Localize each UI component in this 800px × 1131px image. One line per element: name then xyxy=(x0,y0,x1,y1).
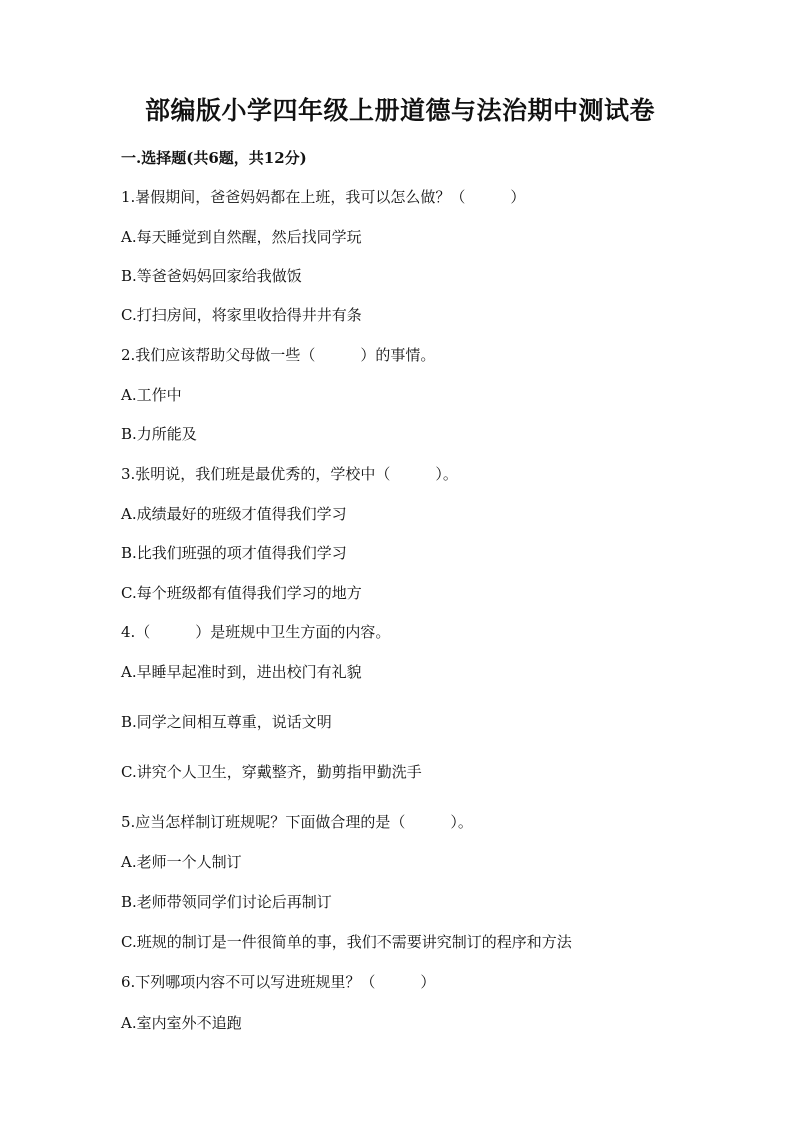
q3-option-a: A.成绩最好的班级才值得我们学习 xyxy=(121,505,347,523)
question-stem-5: 5.应当怎样制订班规呢？下面做合理的是（ ）。 xyxy=(121,813,473,831)
question-stem-6: 6.下列哪项内容不可以写进班规里？（ ） xyxy=(121,973,436,991)
q2-option-a: A.工作中 xyxy=(121,386,182,404)
q1-option-c: C.打扫房间，将家里收拾得井井有条 xyxy=(121,306,362,324)
q3-option-c: C.每个班级都有值得我们学习的地方 xyxy=(121,584,362,602)
q1-option-a: A.每天睡觉到自然醒，然后找同学玩 xyxy=(121,228,362,246)
question-stem-1: 1.暑假期间，爸爸妈妈都在上班，我可以怎么做？（ ） xyxy=(121,188,526,206)
q5-option-a: A.老师一个人制订 xyxy=(121,853,242,871)
q5-option-c: C.班规的制订是一件很简单的事，我们不需要讲究制订的程序和方法 xyxy=(121,933,572,951)
question-stem-2: 2.我们应该帮助父母做一些（ ）的事情。 xyxy=(121,346,436,364)
q4-option-c: C.讲究个人卫生，穿戴整齐，勤剪指甲勤洗手 xyxy=(121,763,422,781)
q1-option-b: B.等爸爸妈妈回家给我做饭 xyxy=(121,267,302,285)
section-heading: 一.选择题(共6题，共12分) xyxy=(121,149,307,167)
q6-option-a: A.室内室外不追跑 xyxy=(121,1014,242,1032)
q3-option-b: B.比我们班强的项才值得我们学习 xyxy=(121,544,347,562)
q5-option-b: B.老师带领同学们讨论后再制订 xyxy=(121,893,332,911)
q4-option-a: A.早睡早起准时到，进出校门有礼貌 xyxy=(121,663,362,681)
page-title: 部编版小学四年级上册道德与法治期中测试卷 xyxy=(144,96,655,125)
q2-option-b: B.力所能及 xyxy=(121,425,197,443)
question-stem-4: 4.（ ）是班规中卫生方面的内容。 xyxy=(121,623,391,641)
q4-option-b: B.同学之间相互尊重，说话文明 xyxy=(121,713,332,731)
question-stem-3: 3.张明说，我们班是最优秀的，学校中（ ）。 xyxy=(121,465,458,483)
